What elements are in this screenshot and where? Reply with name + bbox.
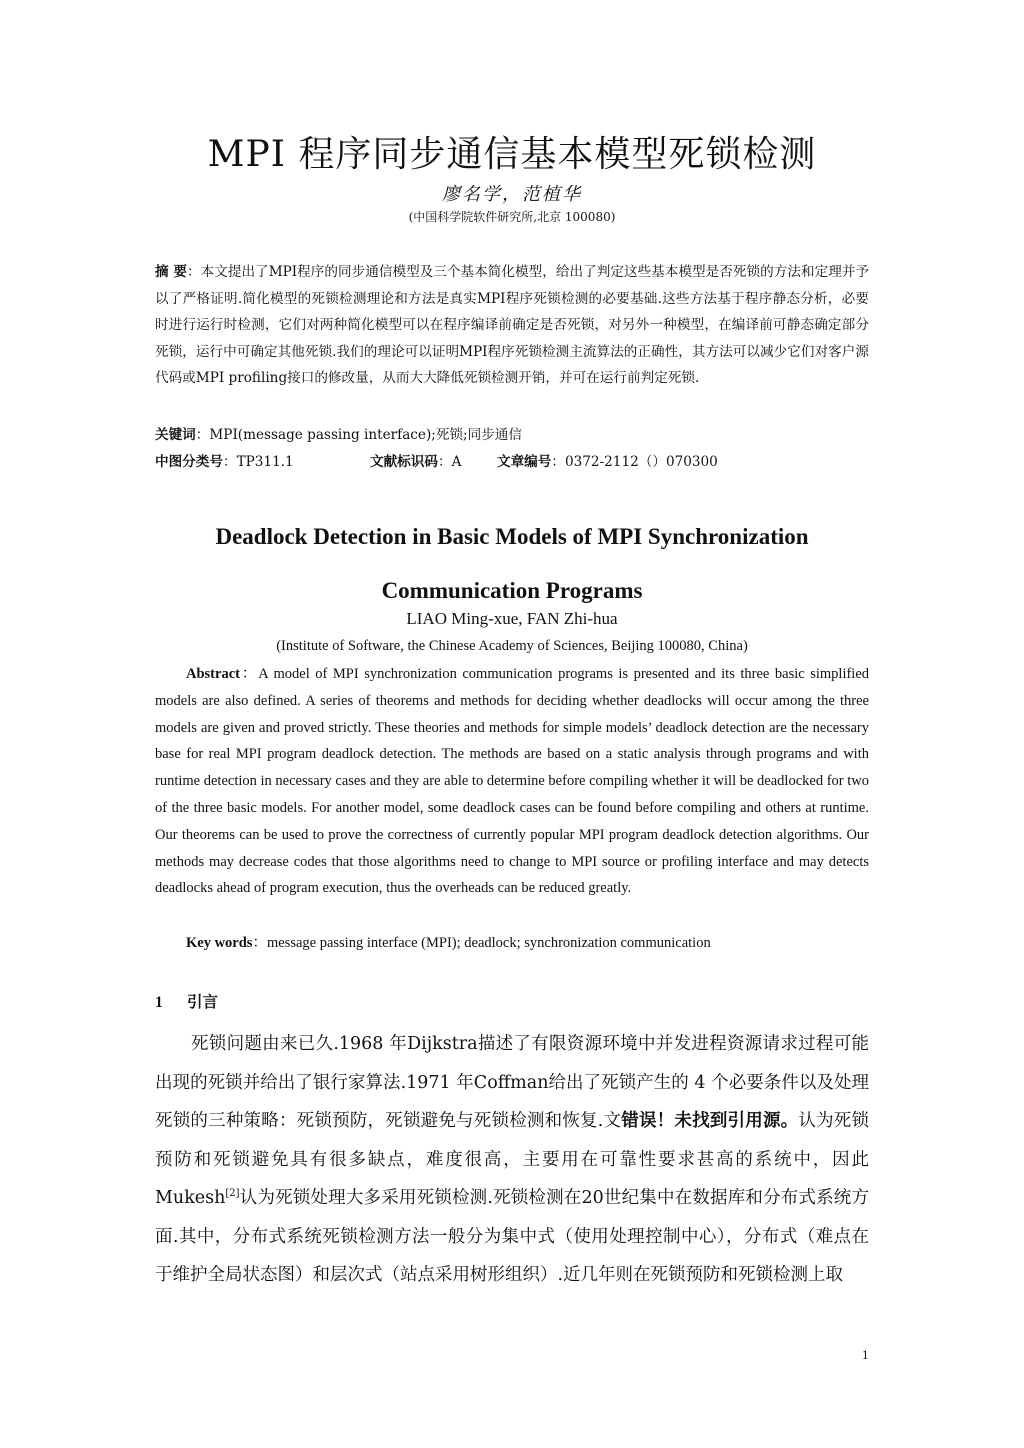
english-affiliation: (Institute of Software, the Chinese Academy of Sciences, Beijing 100080, China): [276, 638, 748, 654]
citation-mark[interactable]: [2]: [225, 1188, 240, 1200]
article-number-line: 文章编号：0372-2112（）070300: [497, 454, 718, 470]
intro-text-part2: 认为死锁预防和死锁避免具有很多缺点，难度很高，主要用在可靠性要求甚高的系统中，因此Mukesh: [155, 1111, 870, 1208]
chinese-keywords-text: MPI(message passing interface);死锁;同步通信: [209, 427, 522, 443]
chinese-title: MPI 程序同步通信基本模型死锁检测: [207, 134, 817, 175]
reference-error-text: 错误！未找到引用源。: [621, 1111, 799, 1131]
chinese-affiliation: (中国科学院软件研究所,北京 100080): [408, 210, 616, 224]
document-code-line: 文献标识码：A: [370, 454, 462, 470]
intro-text-part1: 死锁问题由来已久.1968 年Dijkstra描述了有限资源环境中并发进程资源请求过程可能出现的死锁并给出了银行家算法.1971 年Coffman给出了死锁产生的 4 个必要条件以及处理死锁的三种策略：死锁预防，死锁避免与死锁检测和恢复.文: [155, 1034, 869, 1131]
chinese-abstract-label: 摘 要: [155, 264, 187, 280]
english-title-line1: Deadlock Detection in Basic Models of MPI Synchronization: [215, 524, 809, 549]
english-abstract-text: A model of MPI synchronization communication programs is presented and its three basic simplified models are also defined. A series of theorems and methods for deciding whether deadlocks will occur among the three models are given and proved strictly. These theories and methods for simple models’ deadlock detection are the necessary base for real MPI program deadlock detection. The methods are based on a static analysis through programs and with runtime detection in necessary cases and they are able to determine before compiling whether it will be deadlocked for two of the three basic models. For another model, some deadlock cases can be found before compiling and others at runtime. Our theorems can be used to prove the correctness of currently popular MPI program deadlock detection algorithms. Our methods may decrease codes that those algorithms need to change to MPI source or profiling interface and may detects deadlocks ahead of program execution, thus the overheads can be reduced greatly.: [155, 666, 870, 897]
section-heading: [155, 990, 218, 1012]
section-title: 引言: [187, 993, 219, 1011]
chinese-keywords: 关键词：MPI(message passing interface);死锁;同步通信: [155, 427, 522, 443]
chinese-abstract-text: 本文提出了MPI程序的同步通信模型及三个基本简化模型，给出了判定这些基本模型是否死锁的方法和定理并予以了严格证明.简化模型的死锁检测理论和方法是真实MPI程序死锁检测的必要基础.这些方法基于程序静态分析，必要时进行运行时检测，它们对两种简化模型可以在程序编译前确定是否死锁，对另外一种模型，在编译前可静态确定部分死锁，运行中可确定其他死锁.我们的理论可以证明MPI程序死锁检测主流算法的正确性，其方法可以减少它们对客户源代码或MPI profiling接口的修改量，从而大大降低死锁检测开销，并可在运行前判定死锁.: [155, 264, 870, 387]
article-number-value: 0372-2112（）070300: [564, 454, 718, 470]
english-keywords-label: Key words: [186, 935, 253, 951]
english-title-line2: Communication Programs: [381, 578, 643, 603]
document-code-value: A: [451, 454, 462, 470]
chinese-authors: 廖名学，范植华: [442, 184, 582, 205]
class-number-value: TP311.1: [236, 454, 294, 470]
chinese-keywords-label: 关键词: [155, 427, 196, 443]
introduction-paragraph: [155, 1025, 869, 1295]
section-number: 1: [155, 994, 163, 1011]
intro-text-part3: 认为死锁处理大多采用死锁检测.死锁检测在20世纪集中在数据库和分布式系统方面.其中，分布式系统死锁检测方法一般分为集中式（使用处理控制中心），分布式（难点在于维护全局状态图）和层次式（站点采用树形组织）.近几年则在死锁预防和死锁检测上取: [155, 1188, 869, 1285]
english-authors: LIAO Ming-xue, FAN Zhi-hua: [406, 609, 618, 628]
classification-line: 中图分类号：TP311.1: [155, 454, 294, 470]
english-keywords-text: message passing interface (MPI); deadlock; synchronization communication: [266, 935, 711, 951]
colon: ：: [187, 264, 201, 280]
class-number-label: 中图分类号: [155, 454, 223, 470]
english-abstract: Abstract：A model of MPI synchronization communication programs is presented and its three basic simplified models are also defined. A series of theorems and methods for deciding whether deadlocks will occur among the three models are given and proved strictly. These theories and methods for simple models’ deadlock detection are the necessary base for real MPI program deadlock detection. The methods are based on a static analysis through programs and with runtime detection in necessary cases and they are able to determine before compiling whether it will be deadlocked for two of the three basic models. For another model, some deadlock cases can be found before compiling and others at runtime. Our theorems can be used to prove the correctness of currently popular MPI program deadlock detection algorithms. Our methods may decrease codes that those algorithms need to change to MPI source or profiling interface and may detects deadlocks ahead of program execution, thus the overheads can be reduced greatly.: [155, 666, 870, 897]
document-code-label: 文献标识码: [370, 454, 438, 470]
english-abstract-label: Abstract: [186, 666, 240, 682]
english-keywords: Key words：message passing interface (MPI); deadlock; synchronization communication: [186, 935, 711, 951]
page-number: 1: [862, 1347, 869, 1362]
chinese-abstract: [155, 259, 869, 392]
article-number-label: 文章编号: [497, 454, 552, 470]
english-title: [0, 510, 1024, 618]
